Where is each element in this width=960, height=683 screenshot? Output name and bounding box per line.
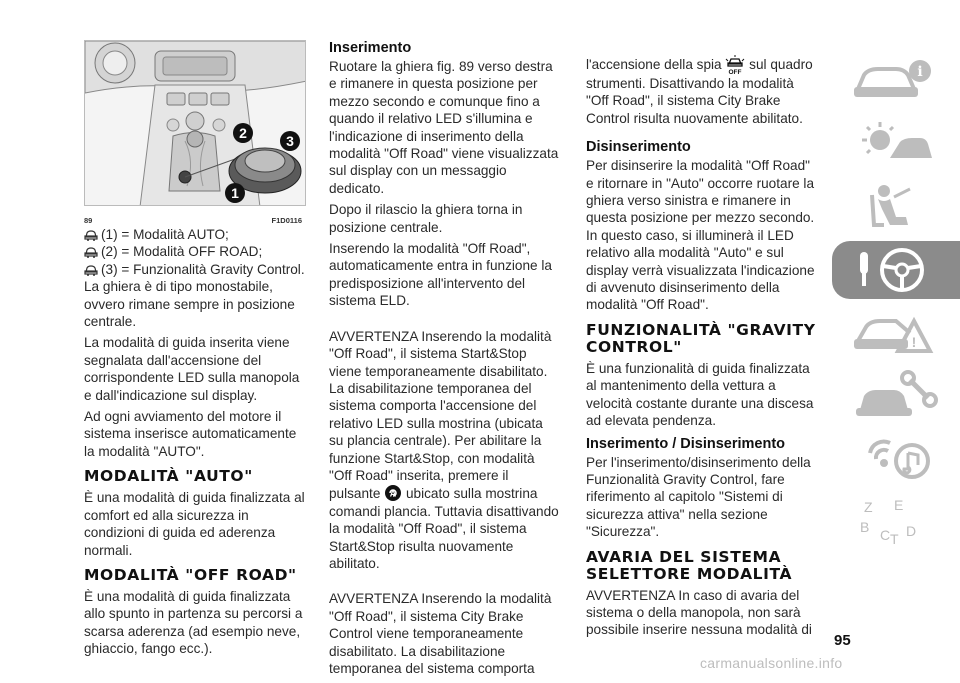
start-stop-button-icon	[384, 484, 402, 502]
list-item-text: (3) = Funzionalità Gravity Control.	[101, 261, 305, 277]
callout-1: 1	[231, 185, 239, 201]
breakdown-triangle-icon	[850, 307, 940, 359]
tab-multimedia[interactable]	[832, 430, 960, 488]
warning-start-stop-text: AVVERTENZA Inserendo la modalità "Off Road", il sistema Start&Stop viene temporaneamente disabilitato. La disabilitazione temporanea del sistema comporta l'accensione del relativo LED sulla mostrina (ubicata su plancia centrale). Per abilitare la funzione Start&Stop, con modalità "Off Road" inserita, premere il pulsante	[329, 328, 552, 502]
index-letter: E	[894, 497, 904, 513]
heading-avaria: AVARIA DEL SISTEMA SELETTORE MODALITÀ	[586, 547, 793, 583]
heading-inserimento: Inserimento	[329, 40, 412, 56]
index-letter: T	[890, 531, 899, 547]
heading-disinserimento: Disinserimento	[586, 139, 691, 156]
paragraph: Ad ogni avviamento del motore il sistema inserisce automaticamente la modalità "AUTO".	[84, 409, 297, 459]
list-item	[84, 261, 306, 278]
page-number: 95	[834, 632, 851, 649]
chapter-tabs	[832, 52, 960, 556]
column-3	[586, 55, 818, 643]
tab-service[interactable]	[832, 367, 960, 425]
paragraph-text: sul quadro strumenti. Disattivando la modalità "Off Road", il sistema City Brake Control risulta nuovamente abilitato.	[586, 57, 813, 126]
tab-seat-airbag[interactable]	[832, 178, 960, 236]
index-letter: C	[880, 527, 891, 543]
list-item-text: (2) = Modalità OFF ROAD;	[101, 244, 263, 260]
paragraph: AVVERTENZA In caso di avaria del sistema o della manopola, non sarà possibile inserire nessuna modalità di	[586, 587, 812, 638]
tab-starting-driving[interactable]	[832, 241, 960, 299]
city-brake-off-warning-icon	[725, 55, 745, 75]
column-2	[329, 40, 559, 681]
paragraph: La modalità di guida inserita viene segnalata dall'accensione del corrispondente LED sulla manopola e dall'indicazione sul display.	[84, 335, 300, 403]
tab-index[interactable]	[832, 493, 960, 551]
paragraph	[329, 328, 559, 573]
svg-text:A: A	[389, 488, 397, 499]
tab-emergency[interactable]	[832, 304, 960, 362]
tab-warning-lights[interactable]	[832, 115, 960, 173]
paragraph: Dopo il rilascio la ghiera torna in posizione centrale.	[329, 202, 523, 235]
seat-airbag-icon	[850, 181, 940, 233]
paragraph: Ruotare la ghiera fig. 89 verso destra e rimanere in questa posizione per mezzo secondo e comunque fino a quando il relativo LED s'illumina e l'indicazione di inserimento della modalità "Off Road" viene visualizzata sul display con un messaggio dedicato.	[329, 59, 559, 196]
tab-car-info[interactable]	[832, 52, 960, 110]
multimedia-icon	[850, 433, 940, 485]
figure-code: F1D0116	[271, 216, 302, 225]
watermark: carmanualsonline.info	[700, 655, 843, 671]
heading-modalita-auto: MODALITÀ "AUTO"	[84, 467, 253, 486]
svg-text:i: i	[917, 64, 923, 80]
paragraph-text: l'accensione della spia	[586, 57, 722, 72]
paragraph: È una modalità di guida finalizzata allo spunto in partenza su percorsi a scarsa aderenza (ad esempio neve, ghiaccio, fango ecc.).	[84, 588, 303, 657]
car-info-icon	[850, 55, 940, 107]
svg-text:!: !	[911, 334, 917, 350]
callout-2: 2	[239, 125, 247, 141]
spia-off-label: OFF	[728, 69, 742, 75]
service-wrench-icon	[850, 370, 940, 422]
column-1	[84, 40, 306, 662]
car-bullet-icon	[84, 264, 98, 276]
index-letters-icon	[850, 496, 940, 548]
figure-caption	[84, 210, 306, 226]
steering-wheel-icon	[850, 244, 940, 296]
heading-inserimento-disinserimento: Inserimento / Disinserimento	[586, 435, 786, 452]
index-letter: D	[906, 523, 917, 539]
paragraph: AVVERTENZA Inserendo la modalità "Off Road", il sistema City Brake Control viene temporaneamente disabilitato. La disabilitazione temporanea del sistema comporta	[329, 591, 552, 676]
car-bullet-icon	[84, 246, 98, 258]
gear-selector-illustration	[85, 41, 306, 206]
paragraph: Per disinserire la modalità "Off Road" e ritornare in "Auto" occorre ruotare la ghiera verso sinistra e rimanere in questa posizione per mezzo secondo. In questo caso, si illuminerà il LED relativo alla modalità "Auto" e sul display verrà visualizzata l'indicazione di avvenuto disinserimento della modalità "Off Road".	[586, 158, 815, 313]
figure-number: 89	[84, 216, 93, 225]
list-item-text: (1) = Modalità AUTO;	[101, 227, 229, 242]
paragraph: Per l'inserimento/disinserimento della Funzionalità Gravity Control, fare riferimento al capitolo "Sistemi di sicurezza attiva" nella sezione "Sicurezza".	[586, 454, 811, 540]
heading-gravity-control: FUNZIONALITÀ "GRAVITY CONTROL"	[586, 320, 816, 356]
paragraph: È una modalità di guida finalizzata al comfort ed alla sicurezza in condizioni di guida ed aderenza normali.	[84, 490, 305, 558]
warning-start-stop-text-cont: ubicato sulla mostrina comandi plancia. Tuttavia disattivando la modalità "Off Road", il sistema Start&Stop risulta nuovamente abilitato.	[329, 486, 559, 571]
figure-89	[84, 40, 306, 206]
car-bullet-icon	[84, 229, 98, 241]
paragraph	[586, 55, 818, 127]
index-letter: B	[860, 519, 870, 535]
heading-modalita-off-road: MODALITÀ "OFF ROAD"	[84, 565, 297, 584]
paragraph: La ghiera è di tipo monostabile, ovvero rimane sempre in posizione centrale.	[84, 279, 295, 330]
warning-lights-icon	[850, 118, 940, 170]
callout-3: 3	[286, 133, 294, 149]
index-letter: Z	[864, 499, 873, 515]
list-item	[84, 243, 306, 260]
paragraph: È una funzionalità di guida finalizzata al mantenimento della vettura a velocità costante durante una discesa ad elevata pendenza.	[586, 360, 814, 429]
paragraph: Inserendo la modalità "Off Road", automaticamente entra in funzione la predisposizione all'intervento del sistema ELD.	[329, 241, 552, 309]
